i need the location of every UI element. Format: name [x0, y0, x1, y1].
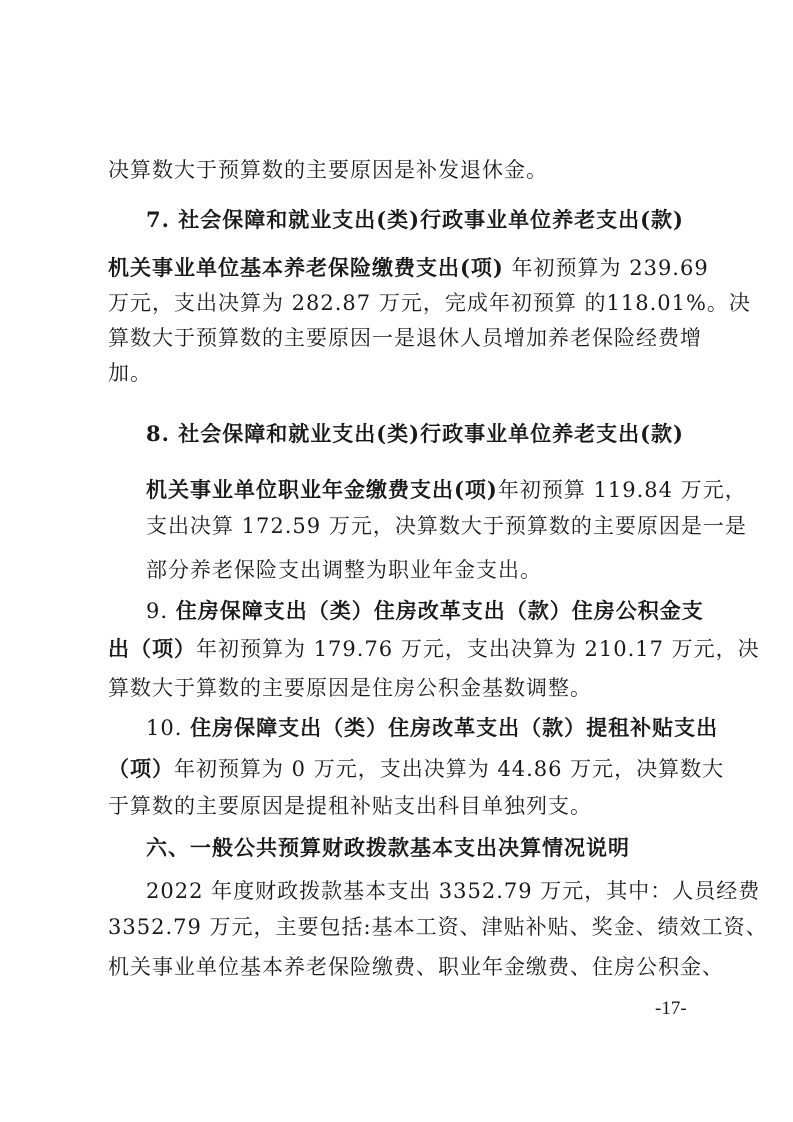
line-text: 算数大于算数的主要原因是住房公积金基数调整。 [108, 676, 592, 700]
line-bold: （项） [108, 756, 174, 781]
text-line [108, 674, 793, 702]
text-line [146, 877, 793, 905]
line-text: 年初预算为 239.69 [503, 256, 709, 280]
page-number: -17- [655, 998, 687, 1019]
section-heading-8 [146, 420, 793, 448]
line-bold: 住房保障支出（类）住房改革支出（款）住房公积金支 [175, 598, 704, 623]
line-bold: 机关事业单位职业年金缴费支出(项) [146, 477, 498, 502]
heading-text: 六、一般公共预算财政拨款基本支出决算情况说明 [146, 835, 630, 860]
text-line [146, 512, 793, 540]
text-line [108, 324, 793, 352]
line-text: 部分养老保险支出调整为职业年金支出。 [146, 558, 542, 582]
text-line [108, 755, 793, 783]
line-bold: 机关事业单位基本养老保险缴费支出(项) [108, 255, 504, 280]
line-text: 万元，支出决算为 282.87 万元，完成年初预算 的118.01%。决 [108, 291, 751, 315]
section-heading-6 [146, 834, 793, 862]
text-line [108, 913, 793, 941]
text-line [108, 254, 793, 282]
text-line [146, 476, 793, 504]
section-heading-7 [146, 206, 793, 234]
line-text: 年初预算 119.84 万元， [497, 478, 747, 502]
heading-text: 7. 社会保障和就业支出(类)行政事业单位养老支出(款) [146, 207, 684, 232]
text-line [108, 953, 793, 981]
line-text: 9. [146, 599, 176, 623]
line-text: 年初预算为 179.76 万元，支出决算为 210.17 万元，决 [196, 637, 760, 661]
line-text: 于算数的主要原因是提租补贴支出科目单独列支。 [108, 794, 592, 818]
section-heading-9 [146, 597, 793, 625]
line-text: 机关事业单位基本养老保险缴费、职业年金缴费、住房公积金、 [108, 955, 724, 979]
line-text: 加。 [108, 361, 152, 385]
text-line [108, 792, 793, 820]
line-text: 支出决算 172.59 万元，决算数大于预算数的主要原因是一是 [146, 514, 747, 538]
line-text: 10. [146, 716, 191, 740]
line-bold: 出（项） [108, 636, 196, 661]
line-text: 算数大于预算数的主要原因一是退休人员增加养老保险经费增 [108, 326, 702, 350]
section-heading-10 [146, 714, 793, 742]
text-line [108, 359, 793, 387]
text-line [146, 556, 793, 584]
line-text: 决算数大于预算数的主要原因是补发退休金。 [108, 158, 548, 182]
line-bold: 住房保障支出（类）住房改革支出（款）提租补贴支出 [190, 715, 719, 740]
line-text: 2022 年度财政拨款基本支出 3352.79 万元，其中：人员经费 [146, 879, 761, 903]
line-text: 3352.79 万元，主要包括:基本工资、津贴补贴、奖金、绩效工资、 [108, 915, 768, 939]
line-text: 年初预算为 0 万元，支出决算为 44.86 万元，决算数大 [174, 757, 725, 781]
text-line [108, 156, 793, 184]
text-line [108, 635, 793, 663]
heading-text: 8. 社会保障和就业支出(类)行政事业单位养老支出(款) [146, 421, 684, 446]
text-line [108, 289, 793, 317]
